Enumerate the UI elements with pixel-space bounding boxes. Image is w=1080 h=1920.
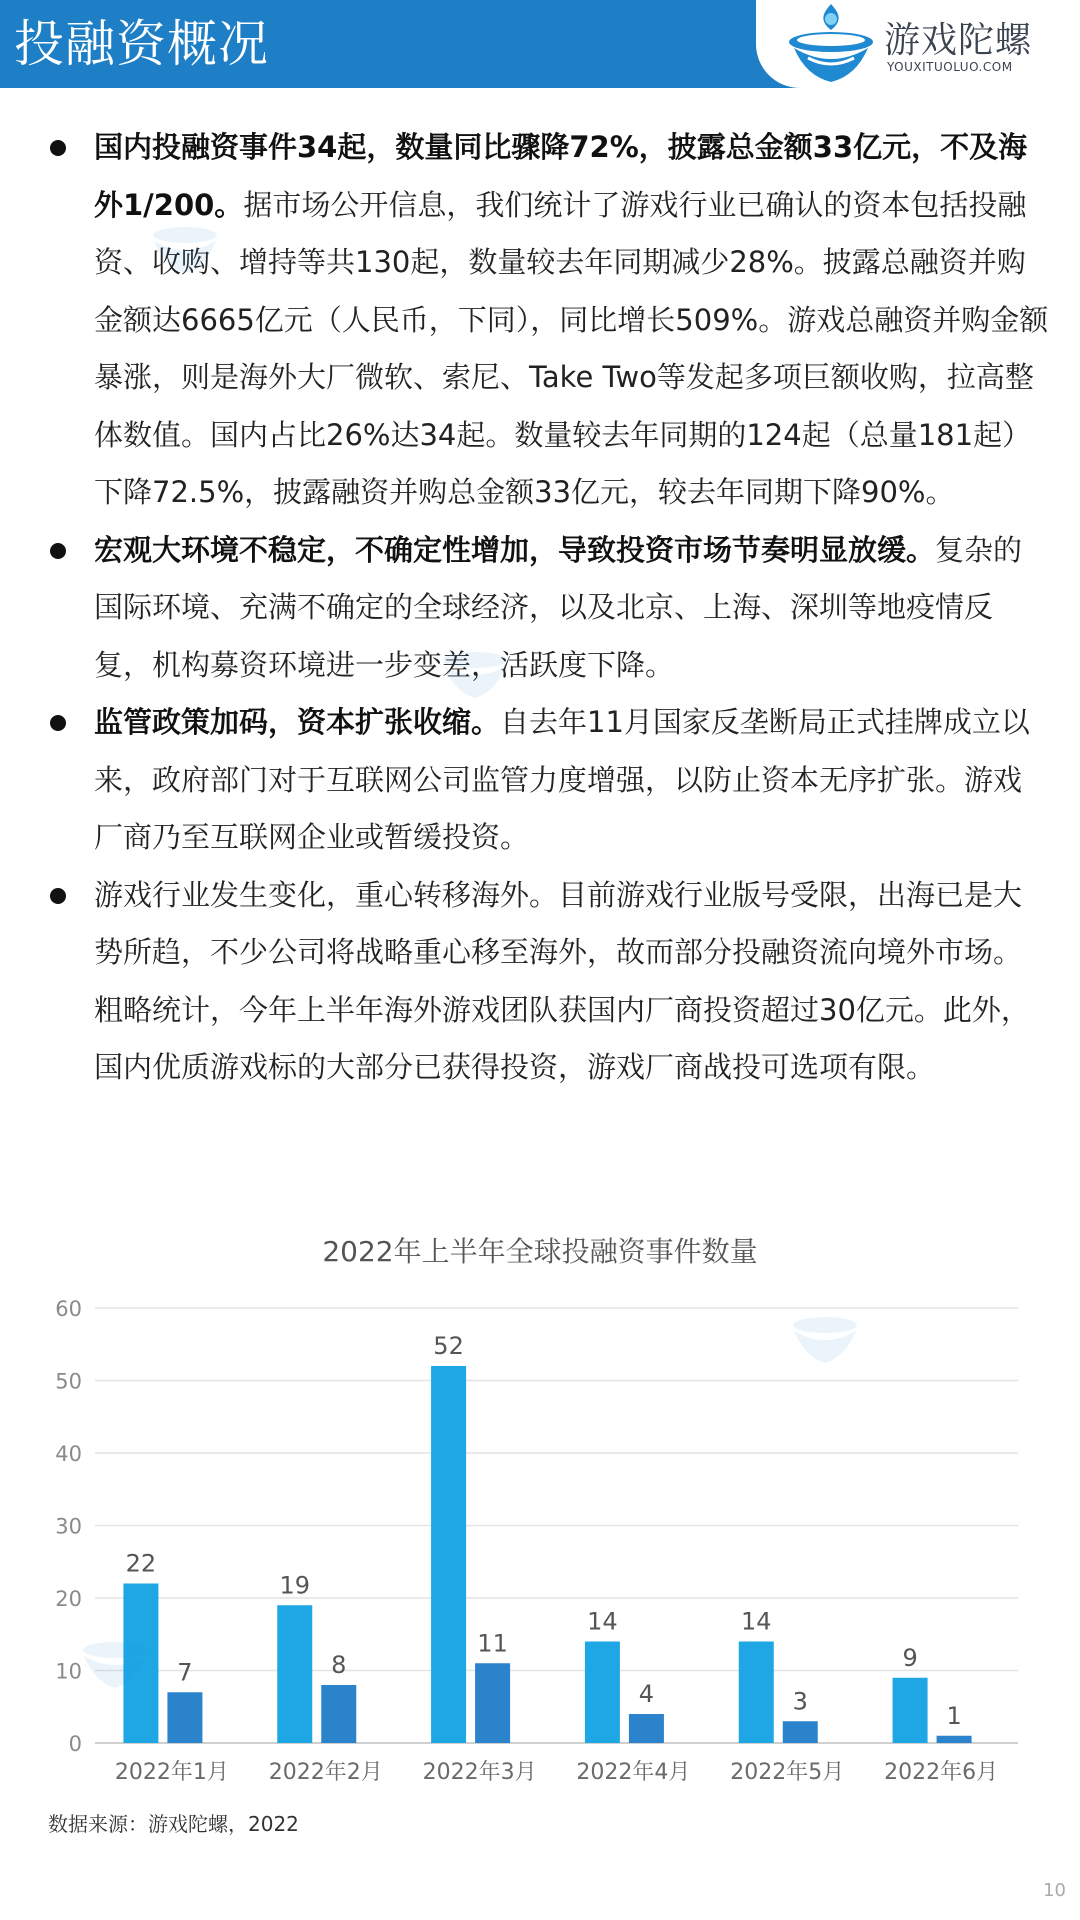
bullet-item (50, 522, 1050, 695)
bullet-body: 据市场公开信息，我们统计了游戏行业已确认的资本包括投融资、收购、增持等共130起，数量较去年同期减少28%。披露总融资并购金额达6665亿元（人民币，下同），同比增长509%。游戏总融资并购金额暴涨，则是海外大厂微软、索尼、Take Two等发起多项巨额收购，拉高整体数值。国内占比26%达34起。数量较去年同期的124起（总量181起）下降72.5%，披露融资并购总金额33亿元，较去年同期下降90%。 (94, 187, 1049, 509)
bullet-dot-icon (50, 888, 66, 904)
bar-value-label: 9 (902, 1643, 918, 1672)
bar-value-label: 14 (740, 1607, 772, 1636)
bullet-item (50, 694, 1050, 867)
bar-value-label: 14 (587, 1607, 618, 1636)
y-tick-label: 40 (55, 1442, 82, 1466)
x-tick-label: 2022年1月 (114, 1760, 229, 1785)
logo-name-cn: 游戏陀螺 (884, 20, 1033, 61)
bar-value-label: 22 (125, 1549, 157, 1578)
bullet-dot-icon (50, 140, 66, 156)
bullet-body: 复杂的国际环境、充满不确定的全球经济，以及北京、上海、深圳等地疫情反复，机构募资环境进一步变差，活跃度下降。 (94, 532, 1023, 682)
bullet-lead: 国内投融资事件34起，数量同比骤降72%，披露总金额33亿元，不及海外1/200。 (94, 130, 1028, 222)
spinning-top-logo-icon (786, 0, 876, 88)
x-tick-label: 2022年5月 (730, 1760, 845, 1785)
chart-gridlines (95, 1308, 1018, 1743)
y-tick-label: 50 (55, 1369, 82, 1394)
bar (629, 1714, 664, 1743)
bar (893, 1678, 928, 1743)
bullet-body: 游戏行业发生变化，重心转移海外。目前游戏行业版号受限，出海已是大势所趋，不少公司将战略重心移至海外，故而部分投融资流向境外市场。粗略统计，今年上半年海外游戏团队获国内厂商投资超过30亿元。此外，国内优质游戏标的大部分已获得投资，游戏厂商战投可选项有限。 (94, 877, 1030, 1084)
bar (475, 1663, 510, 1743)
bullet-lead: 宏观大环境不稳定，不确定性增加，导致投资市场节奏明显放缓。 (94, 532, 936, 567)
page-header (0, 0, 1080, 88)
bar-chart (0, 1225, 1080, 1785)
bar (937, 1736, 972, 1743)
bar-value-label: 4 (638, 1680, 655, 1708)
chart-y-axis (55, 1297, 82, 1756)
y-tick-label: 0 (68, 1732, 82, 1756)
bullet-item (50, 867, 1050, 1097)
x-tick-label: 2022年2月 (268, 1760, 383, 1785)
bar-value-label: 7 (177, 1658, 193, 1687)
bar (783, 1721, 818, 1743)
bar (123, 1584, 158, 1744)
bar-value-label: 52 (433, 1332, 464, 1360)
y-tick-label: 20 (55, 1587, 82, 1611)
chart-title: 2022年上半年全球投融资事件数量 (322, 1235, 758, 1268)
x-tick-label: 2022年6月 (884, 1760, 999, 1785)
y-tick-label: 10 (55, 1659, 82, 1684)
page-number: 10 (1043, 1880, 1066, 1901)
y-tick-label: 30 (55, 1514, 82, 1539)
bar-value-label: 19 (279, 1571, 311, 1600)
chart-x-axis (115, 1760, 998, 1785)
bar (431, 1366, 466, 1743)
bullet-item (50, 119, 1050, 522)
bar-value-label: 11 (477, 1629, 508, 1658)
logo-name-en: YOUXITUOLUO.COM (887, 60, 1013, 74)
bar (167, 1692, 202, 1743)
chart-bars (123, 1366, 971, 1743)
bar-chart-svg (0, 1225, 1080, 1785)
bar (321, 1685, 356, 1743)
bar-value-label: 8 (331, 1651, 347, 1679)
bar-value-label: 3 (792, 1687, 808, 1716)
page-title: 投融资概况 (14, 15, 269, 73)
bullet-list (50, 119, 1050, 1097)
bar (739, 1642, 774, 1744)
y-tick-label: 60 (55, 1297, 82, 1321)
x-tick-label: 2022年4月 (576, 1760, 691, 1785)
data-source-note: 数据来源：游戏陀螺，2022 (48, 1812, 299, 1836)
bullet-body: 自去年11月国家反垄断局正式挂牌成立以来，政府部门对于互联网公司监管力度增强，以防止资本无序扩张。游戏厂商乃至互联网企业或暂缓投资。 (94, 705, 1030, 854)
x-tick-label: 2022年3月 (422, 1760, 537, 1785)
bar (585, 1642, 620, 1744)
bullet-dot-icon (50, 543, 66, 559)
bar-value-label: 1 (946, 1701, 962, 1730)
brand-logo (756, 0, 1080, 88)
bullet-dot-icon (50, 715, 66, 731)
bar (277, 1605, 312, 1743)
bullet-lead: 监管政策加码，资本扩张收缩。 (94, 705, 501, 739)
